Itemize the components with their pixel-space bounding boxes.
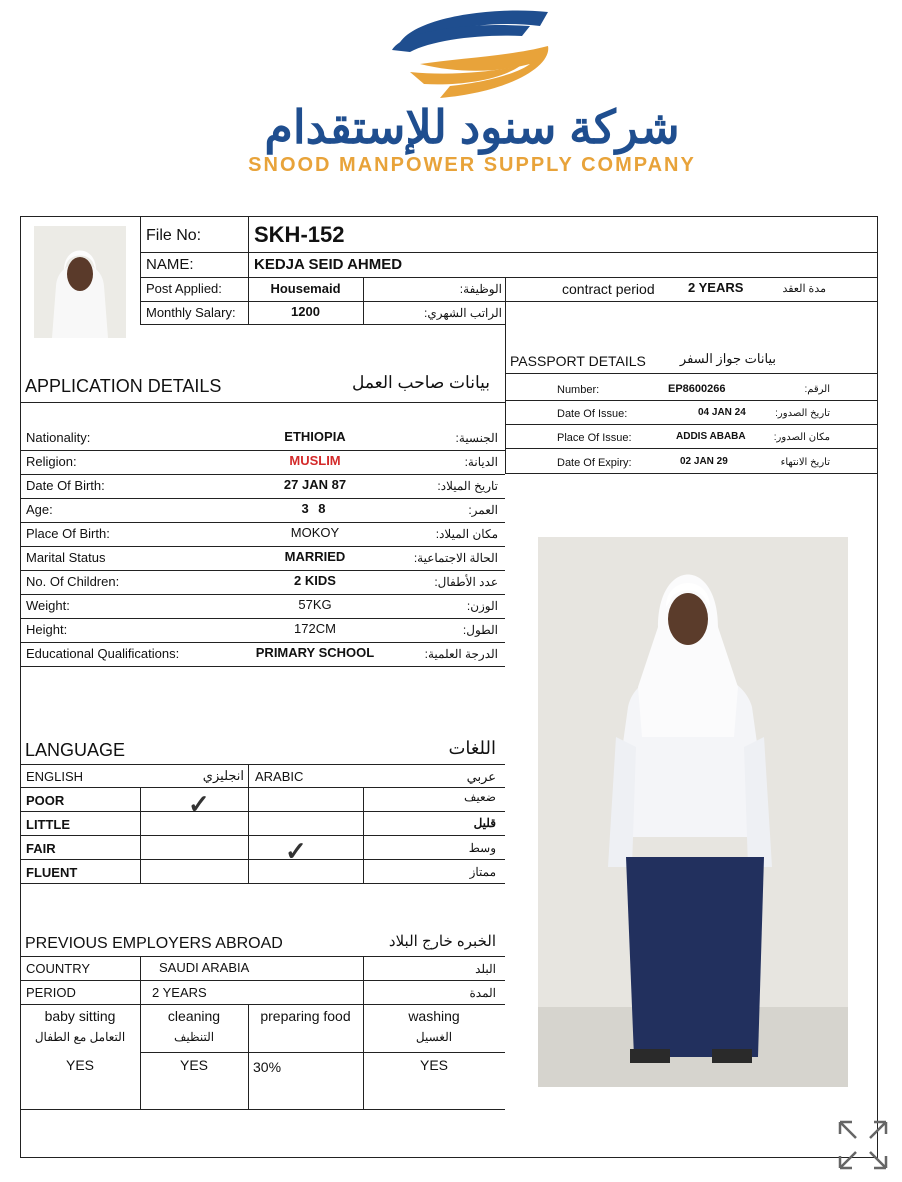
monthly-salary-value: 1200	[291, 304, 320, 319]
level-poor-ar: ضعيف	[463, 790, 496, 804]
language-arabic-label: ARABIC	[255, 769, 304, 784]
employer-country-value: SAUDI ARABIA	[159, 960, 250, 975]
company-logo	[380, 6, 570, 102]
language-title-ar: اللغات	[448, 738, 496, 758]
skill-cleaning-value: YES	[179, 1057, 208, 1073]
language-english-label: ENGLISH	[26, 769, 84, 784]
passport-issue-date-label: Date Of Issue:	[557, 408, 628, 420]
level-fair-ar: وسط	[468, 841, 496, 855]
brand-name-en: SNOOD MANPOWER SUPPLY COMPANY	[248, 154, 696, 176]
skill-baby-sitting-value: YES	[65, 1057, 94, 1073]
skill-preparing-food-label: preparing food	[260, 1008, 351, 1024]
application-row-label-ar: الطول:	[462, 623, 498, 637]
passport-number-label-ar: الرقم:	[804, 384, 830, 395]
passport-expiry-label: Date Of Expiry:	[557, 457, 632, 469]
name-value: KEDJA SEID AHMED	[254, 256, 403, 273]
employer-period-value: 2 YEARS	[152, 985, 207, 1000]
brand-name-ar: شركة سنود للإستقدام	[264, 101, 680, 153]
applicant-portrait-photo	[34, 226, 126, 338]
expand-arrows-icon[interactable]	[836, 1118, 890, 1172]
application-details-title-ar: بيانات صاحب العمل	[351, 373, 490, 392]
application-row-label: Weight:	[26, 598, 70, 613]
level-little: LITTLE	[26, 817, 71, 832]
application-row-value: 172CM	[294, 621, 336, 636]
post-applied-label: Post Applied:	[146, 281, 222, 296]
skill-washing-label-ar: الغسيل	[415, 1030, 453, 1044]
skill-washing-label: washing	[408, 1008, 460, 1024]
application-row-label-ar: الجنسية:	[455, 431, 498, 445]
level-little-ar: قليل	[473, 816, 496, 830]
application-row-value: MOKOY	[290, 525, 340, 540]
employer-country-label-ar: البلد	[475, 962, 496, 976]
skill-washing-value: YES	[419, 1057, 448, 1073]
application-row-value: 3 8	[301, 501, 329, 516]
passport-expiry-label-ar: تاريخ الانتهاء	[780, 457, 830, 468]
level-fair: FAIR	[26, 841, 56, 856]
application-row-label: Marital Status	[26, 550, 106, 565]
application-row-label: Age:	[26, 502, 53, 517]
level-fluent: FLUENT	[26, 865, 78, 880]
passport-issue-date-value: 04 JAN 24	[698, 407, 746, 418]
monthly-salary-label: Monthly Salary:	[146, 305, 236, 320]
passport-issue-place-label-ar: مكان الصدور:	[773, 432, 830, 443]
level-fluent-ar: ممتاز	[469, 865, 496, 879]
file-no-value: SKH-152	[254, 222, 345, 247]
english-poor-check-icon: ✓	[188, 789, 210, 819]
application-row-label-ar: تاريخ الميلاد:	[437, 479, 498, 493]
passport-details-title-ar: بيانات جواز السفر	[679, 351, 776, 366]
passport-issue-date-label-ar: تاريخ الصدور:	[775, 408, 830, 419]
application-row-label: Date Of Birth:	[26, 478, 105, 493]
passport-details-title: PASSPORT DETAILS	[510, 353, 646, 369]
name-label: NAME:	[146, 256, 194, 273]
post-applied-label-ar: الوظيفة:	[459, 282, 502, 296]
language-arabic-label-ar: عربي	[466, 769, 496, 784]
application-row-value: PRIMARY SCHOOL	[255, 645, 375, 660]
application-row-value: ETHIOPIA	[284, 429, 346, 444]
application-row-label: Religion:	[26, 454, 77, 469]
application-row-label-ar: الوزن:	[466, 599, 498, 613]
language-title: LANGUAGE	[25, 740, 126, 760]
application-row-value: 2 KIDS	[294, 573, 336, 588]
application-row-value: MUSLIM	[289, 453, 341, 468]
application-row-label-ar: الدرجة العلمية:	[424, 647, 498, 661]
application-row-label: Nationality:	[26, 430, 91, 445]
application-row-label-ar: مكان الميلاد:	[435, 527, 498, 541]
application-row-label: No. Of Children:	[26, 574, 120, 589]
skill-cleaning-label-ar: التنظيف	[173, 1030, 215, 1044]
application-row-label-ar: العمر:	[468, 503, 498, 517]
passport-number-value: EP8600266	[668, 383, 726, 395]
application-row-label-ar: الحالة الاجتماعية:	[413, 551, 498, 565]
skill-baby-sitting-label: baby sitting	[44, 1008, 116, 1024]
application-row-value: 27 JAN 87	[283, 477, 347, 492]
passport-issue-place-label: Place Of Issue:	[557, 432, 632, 444]
arabic-fair-check-icon: ✓	[285, 836, 307, 866]
previous-employers-title-ar: الخبره خارج البلاد	[388, 933, 496, 950]
application-row-label-ar: عدد الأطفال:	[434, 575, 498, 589]
application-row-label: Place Of Birth:	[26, 526, 110, 541]
passport-expiry-value: 02 JAN 29	[680, 456, 728, 467]
application-row-label-ar: الديانة:	[464, 455, 498, 469]
snood-logo-icon	[380, 6, 570, 102]
application-row-label: Height:	[26, 622, 68, 637]
passport-number-label: Number:	[557, 384, 600, 396]
contract-period-label-ar: مدة العقد	[782, 283, 826, 295]
file-no-label: File No:	[146, 227, 202, 244]
application-row-value: 57KG	[298, 597, 332, 612]
application-details-title: APPLICATION DETAILS	[25, 376, 222, 396]
employer-period-label-ar: المدة	[469, 986, 496, 1000]
skill-preparing-food-value: 30%	[253, 1059, 282, 1075]
language-english-label-ar: انجليزي	[202, 768, 244, 783]
level-poor: POOR	[26, 793, 65, 808]
employer-period-label: PERIOD	[26, 985, 76, 1000]
skill-cleaning-label: cleaning	[167, 1008, 221, 1024]
previous-employers-title: PREVIOUS EMPLOYERS ABROAD	[25, 935, 283, 952]
applicant-full-body-photo	[538, 537, 848, 1087]
employer-country-label: COUNTRY	[26, 961, 91, 976]
skill-baby-sitting-label-ar: التعامل مع الطفال	[34, 1030, 126, 1044]
contract-period-label: contract period	[562, 281, 655, 297]
passport-issue-place-value: ADDIS ABABA	[676, 431, 746, 442]
application-row-value: MARRIED	[284, 549, 346, 564]
application-row-label: Educational Qualifications:	[26, 646, 180, 661]
contract-period-value: 2 YEARS	[688, 280, 744, 295]
post-applied-value: Housemaid	[270, 281, 341, 296]
monthly-salary-label-ar: الراتب الشهري:	[424, 306, 502, 320]
